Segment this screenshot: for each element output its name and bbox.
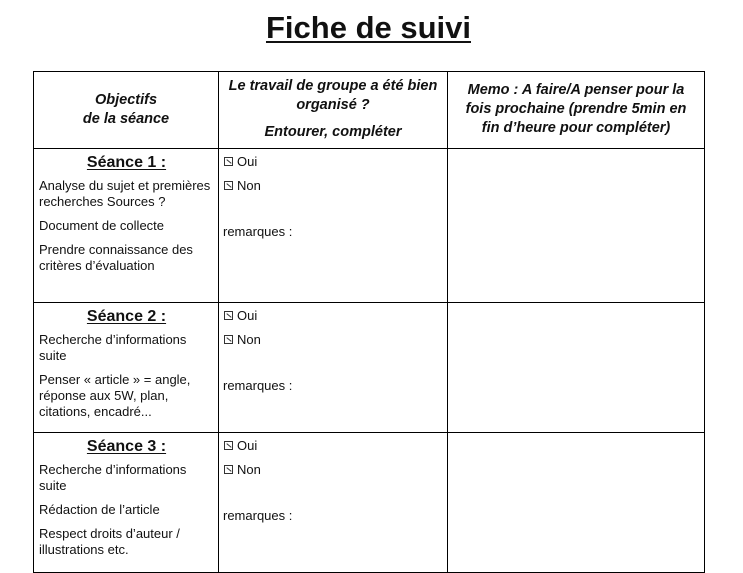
choice-yes[interactable] [223,153,447,169]
session-title: Séance 1 : [86,154,167,171]
choice-no-label: Non [237,331,261,347]
session-row [34,433,705,573]
session-title: Séance 3 : [86,438,167,455]
choice-yes[interactable] [223,307,447,323]
header-group-question: Le travail de groupe a été bien organisé ? [228,78,438,113]
choice-no[interactable] [223,177,447,193]
group-evaluation-cell [219,149,448,303]
objective-item: Document de collecte [39,218,165,233]
header-memo-line2: fois prochaine (prendre 5min en [465,101,687,117]
session-objectives-cell [34,149,219,303]
group-evaluation-cell [219,303,448,433]
choice-no-label: Non [237,461,261,477]
objective-item: Recherche d’informations suite [39,462,187,493]
remarks-label: remarques : [223,378,293,393]
checkbox-icon [224,335,233,344]
choice-yes[interactable] [223,437,447,453]
checkbox-icon [224,465,233,474]
group-evaluation-cell [219,433,448,573]
header-memo-line3: fin d’heure pour compléter) [481,120,671,136]
objective-item: Recherche d’informations suite [39,332,187,363]
choice-no[interactable] [223,331,447,347]
tracking-table [33,71,705,573]
session-row [34,303,705,433]
memo-cell[interactable] [448,149,705,303]
choice-no-label: Non [237,177,261,193]
session-objectives-cell [34,433,219,573]
table-header-row [34,72,705,149]
checkbox-icon [224,311,233,320]
header-memo [448,72,705,149]
choice-yes-label: Oui [237,307,258,323]
objective-item: Prendre connaissance des critères d’évaluation [39,242,193,273]
objective-item: Rédaction de l’article [39,502,160,517]
remarks-label: remarques : [223,508,293,523]
header-group-instruction: Entourer, compléter [264,124,402,140]
choice-yes-label: Oui [237,153,258,169]
memo-cell[interactable] [448,303,705,433]
session-row [34,149,705,303]
choice-yes-label: Oui [237,437,258,453]
objective-item: Penser « article » = angle, réponse aux 5W, plan, citations, encadré... [39,372,191,419]
header-objectives-line1: Objectifs [94,92,158,108]
header-group-work [219,72,448,149]
checkbox-icon [224,181,233,190]
page-title: Fiche de suivi [265,10,471,45]
checkbox-icon [224,441,233,450]
memo-cell[interactable] [448,433,705,573]
objective-item: Respect droits d’auteur / illustrations etc. [39,526,180,557]
header-objectives-line2: de la séance [82,111,170,127]
checkbox-icon [224,157,233,166]
choice-no[interactable] [223,461,447,477]
remarks-label: remarques : [223,224,293,239]
objective-item: Analyse du sujet et premières recherches Sources ? [39,178,211,209]
header-memo-line1: Memo : A faire/A penser pour la [467,82,685,98]
session-title: Séance 2 : [86,308,167,325]
header-objectives [34,72,219,149]
session-objectives-cell [34,303,219,433]
